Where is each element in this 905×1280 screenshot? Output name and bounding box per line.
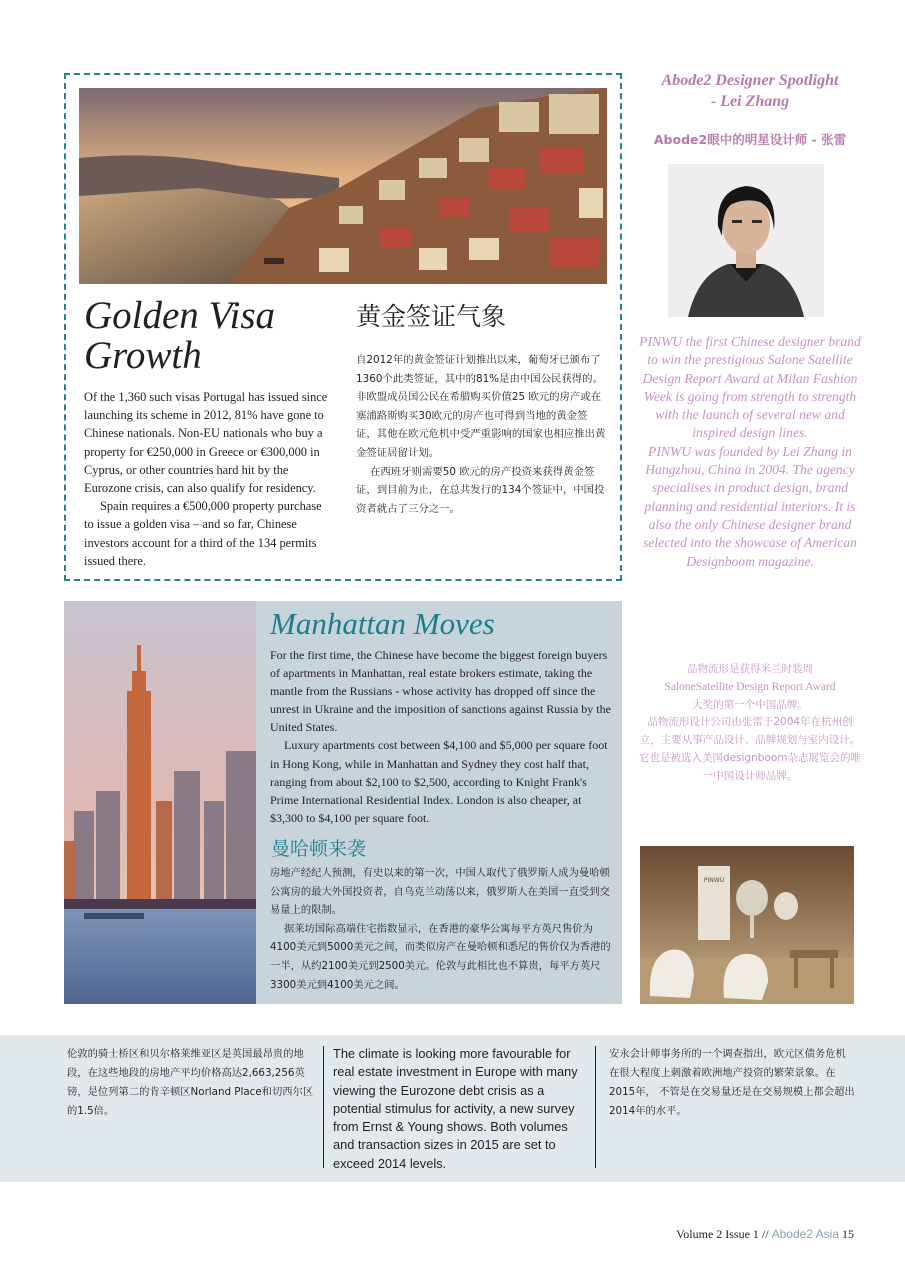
spotlight-body-zh [638,661,862,786]
interior-sign-text: PINWU [703,877,725,884]
golden-visa-title [84,296,344,376]
spotlight-title-line1: Abode2 Designer Spotlight [661,72,839,89]
footer-issue: Volume 2 Issue 1 // [676,1227,769,1241]
spotlight-body-en [638,333,862,571]
page-footer [676,1226,854,1242]
spotlight-paragraph-1: PINWU the first Chinese designer brand to win the prestigious Salone Satellite Design Report Award at Milan Fashion Week is going from strength to strength with the launch of several new and inspired design lines. [639,334,861,441]
manhattan-title-zh: 曼哈顿来袭 [271,838,367,860]
spotlight-zh-line-1: 品物流形是获得米兰时装周 [687,663,813,675]
golden-visa-title-line2: Growth [84,334,202,377]
manhattan-body-zh [270,864,616,994]
manhattan-skyline-photo [64,601,256,1004]
spotlight-zh-paragraph-2: 品物流形设计公司由张雷于2004年在杭州创立，主要从事产品设计、品牌规划与室内设计。它也是被选入美国designboom杂志展览会的唯一中国设计师品牌。 [638,716,862,782]
spotlight-title-zh: Abode2眼中的明星设计师 - 张雷 [653,132,847,147]
designer-portrait-photo [668,164,824,317]
bottom-column-2: The climate is looking more favourable for real estate investment in Europe with many viewing the Eurozone debt crisis as a potential stimulus for activity, a new survey from Ernst & Young shows. Both volumes and transaction sizes in 2015 are set to exceed 2014 levels. [333,1046,578,1171]
porto-riverside-photo [79,88,607,284]
golden-visa-paragraph-2: Spain requires a €500,000 property purchase to issue a golden visa – and so far, Chinese investors account for a third of the 134 permits issued there. [84,499,322,568]
golden-visa-body-en [84,388,334,570]
spotlight-paragraph-2: PINWU was founded by Lei Zhang in Hangzhou, China in 2004. The agency specialises in product design, brand planning and residential interiors. It is also the only Chinese designer brand selected into the showcase of American Designboom magazine. [643,443,857,569]
manhattan-body-en [270,646,616,827]
bottom-column-3: 安永会计师事务所的一个调查指出，欧元区债务危机在很大程度上刺激着欧洲地产投资的繁荣景象。在2015年， 不管是在交易量还是在交易规模上都会超出2014年的水平。 [609,1048,855,1117]
bottom-column-1: 伦敦的骑士桥区和贝尔格莱维亚区是英国最昂贵的地段，在这些地段的房地产平均价格高达2,663,256英镑，是位列第二的肯辛顿区Norland Place和切西尔区的1.5倍。 [67,1048,314,1117]
pinwu-interior-photo [640,846,854,1004]
golden-visa-title-zh: 黄金签证气象 [356,302,507,331]
golden-visa-zh-paragraph-2: 在西班牙则需要50 欧元的房产投资来获得黄金签证，到目前为止，在总共发行的134个签证中，中国投资者就占了三分之一。 [356,465,605,515]
spotlight-zh-line-2: 大奖的第一个中国品牌。 [692,698,808,711]
golden-visa-body-zh [356,351,608,518]
golden-visa-paragraph-1: Of the 1,360 such visas Portugal has issued since launching its scheme in 2012, 81% have gone to Chinese nationals. Non-EU nationals who buy a property for €250,000 in Greece or €300,000 in Cyprus, or other countries hard hit by the Eurozone crisis, can also qualify for residency. [84,390,328,496]
manhattan-paragraph-2: Luxury apartments cost between $4,100 and $5,000 per square foot in Hong Kong, while in Manhattan and Sydney they cost half that, ranging from about $2,100 to $2,500, according to Knight Frank's Prime International Residential Index. London is also cheaper, at $3,300 to $4,100 per square foot. [270,738,608,825]
column-divider [595,1046,596,1168]
manhattan-zh-paragraph-1: 房地产经纪人预测，有史以来的第一次，中国人取代了俄罗斯人成为曼哈顿公寓房的最大外国投资者，自乌克兰动荡以来，俄罗斯人在美国一直受到交易量上的限制。 [270,867,610,917]
manhattan-title: Manhattan Moves [270,606,495,641]
spotlight-title-line2: - Lei Zhang [710,93,790,110]
footer-page-number: 15 [842,1227,854,1241]
manhattan-paragraph-1: For the first time, the Chinese have become the biggest foreign buyers of apartments in Manhattan, real estate brokers estimate, taking the mantle from the Russians - whose activity has dropped off since the unrest in Ukraine and the imposition of sanctions against Russia by the United States. [270,648,611,735]
manhattan-zh-paragraph-2: 据莱坊国际高端住宅指数显示，在香港的豪华公寓每平方英尺售价为4100美元到5000美元之间，而类似房产在曼哈顿和悉尼的售价仅为香港的一半，从约2100美元到2500美元。伦敦与此相比也不算贵，每平方英尺3300美元到4100美元之间。 [270,922,611,991]
footer-brand: Abode2 Asia [771,1227,839,1241]
golden-visa-zh-paragraph-1: 自2012年的黄金签证计划推出以来，葡萄牙已颁布了1360个此类签证，其中的81%是由中国公民获得的。非欧盟成员国公民在希腊购买价值25 欧元的房产或在塞浦路斯购买30欧元的房产也可得到当地的黄金签证，其他在欧元危机中受严重影响的国家也相应推出黄金签证居留计划。 [356,354,606,459]
golden-visa-title-line1: Golden Visa [84,294,276,337]
column-divider [323,1046,324,1168]
spotlight-award-name: SaloneSatellite Design Report Award [664,680,836,693]
spotlight-title [636,70,864,112]
